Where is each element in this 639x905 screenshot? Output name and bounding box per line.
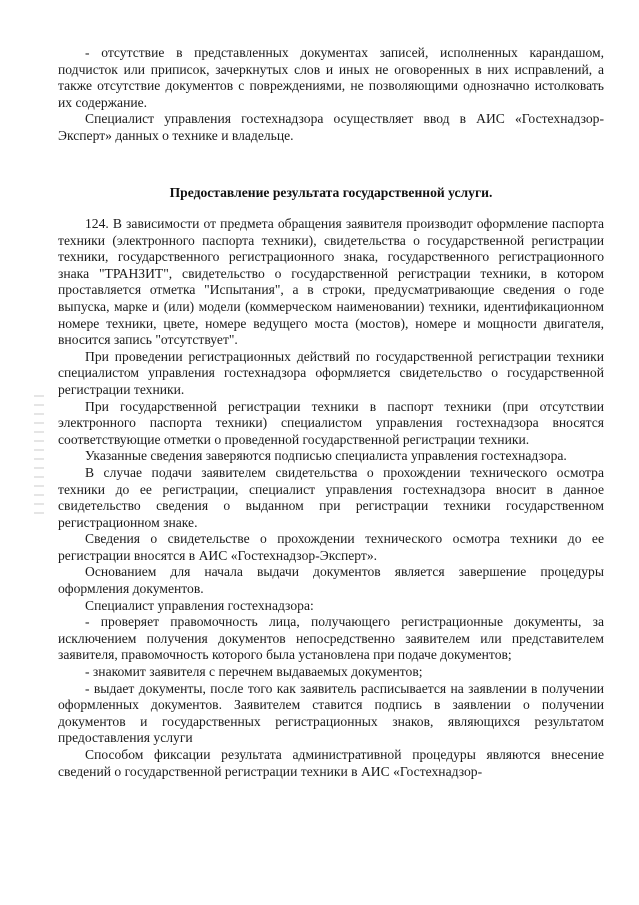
list-item-check-authority: - проверяет правомочность лица, получающего регистрационные документы, за исключением получения документов непосредственно заявителем или представителем заявителя, правомочность которого была установлена при подаче документов; [58, 614, 604, 663]
paragraph-124: 124. В зависимости от предмета обращения заявителя производит оформление паспорта техники (электронного паспорта техники), свидетельства о государственной регистрации техники, государственного регистрационного знака, государственного регистрационного знака "ТРАНЗИТ", свидетельство о государственной регистрации техники, в котором проставляется отметка "Испытания", а в строки, предусматривающие сведения о годе выпуска, марке и (или) модели (коммерческом наименовании) техники, идентификационном номере техники, цвете, номере ведущего моста (мостов), номере и мощности двигателя, вносится запись "отсутствует". [58, 216, 604, 348]
main-text-block [58, 216, 604, 780]
paragraph-requirements-end: - отсутствие в представленных документах записей, исполненных карандашом, подчисток или приписок, зачеркнутых слов и иных не оговоренных в них исправлений, а также отсутствие документов с повреждениями, не позволяющими однозначно истолковать их содержание. [58, 45, 604, 110]
paragraph-fixation: Способом фиксации результата административной процедуры являются внесение сведений о государственной регистрации техники в АИС «Гостехнадзор- [58, 747, 604, 779]
paragraph-basis: Основанием для начала выдачи документов является завершение процедуры оформления документов. [58, 564, 604, 597]
paragraph-inspection-certificate: В случае подачи заявителем свидетельства о прохождении технического осмотра техники до ее регистрации, специалист управления гостехнадзора вносит в данное свидетельство сведения о выданном при регистрации техники государственном регистрационном знаке. [58, 464, 604, 530]
scan-artifact [34, 395, 44, 515]
paragraph-specialist: Специалист управления гостехнадзора: [85, 597, 314, 613]
paragraph-signature: Указанные сведения заверяются подписью специалиста управления гостехнадзора. [85, 448, 567, 464]
list-item-familiarize: - знакомит заявителя с перечнем выдаваемых документов; [85, 664, 423, 680]
paragraph-inspection-ais: Сведения о свидетельстве о прохождении технического осмотра техники до ее регистрации вносятся в АИС «Гостехнадзор-Эксперт». [58, 531, 604, 563]
paragraph-data-entry: Специалист управления гостехнадзора осуществляет ввод в АИС «Гостехнадзор-Эксперт» данных о технике и владельце. [58, 111, 604, 143]
list-item-issue-documents: - выдает документы, после того как заявитель расписывается на заявлении в получении оформленных документов. Заявителем ставится подпись в заявлении о получении документов и государственных регистрационных знаков, являющихся результатом предоставления услуги [58, 680, 604, 746]
paragraph-registration-actions: При проведении регистрационных действий по государственной регистрации техники специалистом управления гостехнадзора оформляется свидетельство о государственной регистрации техники. [58, 348, 604, 397]
top-text-block [58, 45, 604, 145]
paragraph-passport-marks: При государственной регистрации техники в паспорт техники (при отсутствии электронного паспорта техники) специалистом управления гостехнадзора вносятся соответствующие отметки о проведенной государственной регистрации техники. [58, 398, 604, 447]
section-heading: Предоставление результата государственной услуги. [169, 185, 493, 200]
